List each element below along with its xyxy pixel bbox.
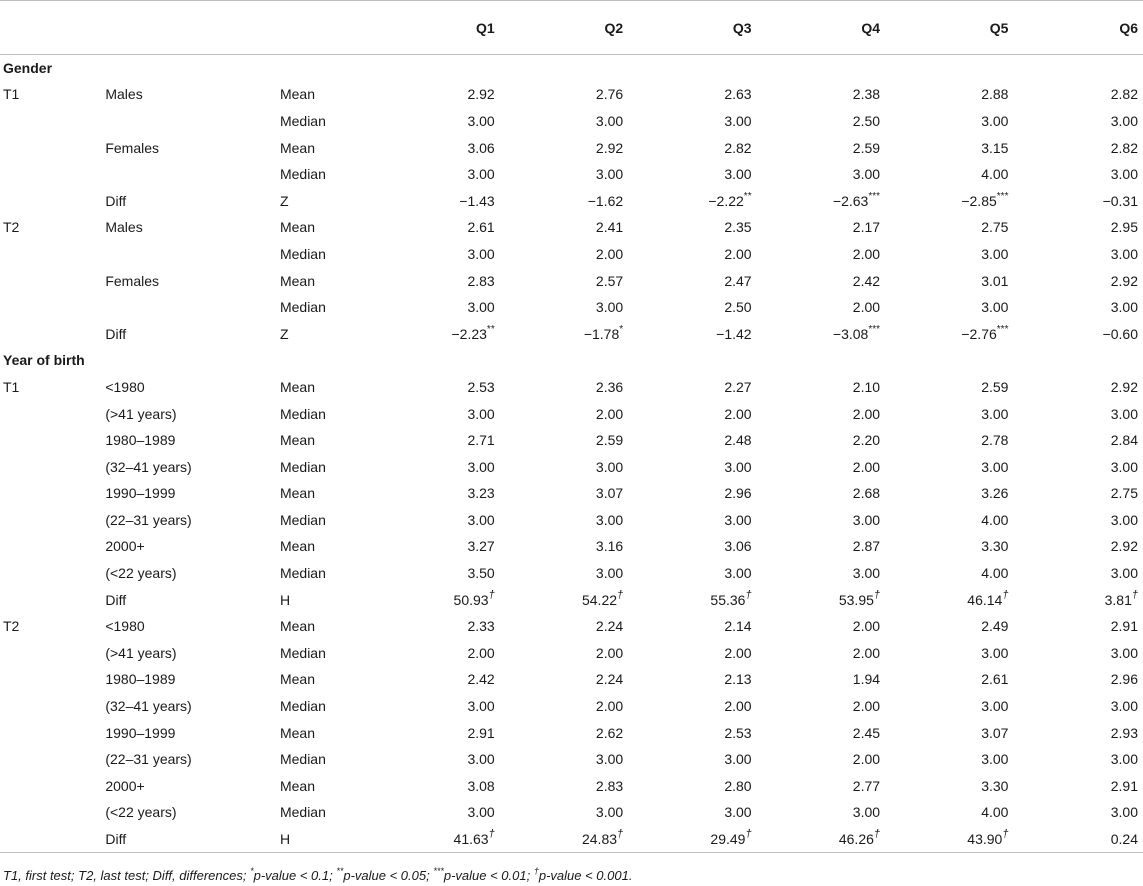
test-cell — [0, 586, 102, 613]
test-cell — [0, 719, 102, 746]
header-q3: Q3 — [628, 1, 756, 55]
table-row — [0, 374, 1143, 401]
value-cell-q5: 3.00 — [981, 458, 1009, 475]
value-cell-q3: 3.00 — [724, 458, 752, 475]
value-cell-q3: 2.00 — [724, 245, 752, 262]
table-row — [0, 746, 1143, 773]
value-cell-q4: −3.08*** — [832, 324, 881, 342]
header-q1: Q1 — [371, 1, 499, 55]
test-cell: T2 — [3, 219, 20, 236]
test-cell — [0, 427, 102, 454]
value-cell-q5: −2.76*** — [961, 324, 1009, 342]
table-row — [0, 81, 1143, 108]
value-cell-q2: 2.76 — [595, 86, 624, 103]
value-cell-q5: 3.15 — [981, 139, 1009, 156]
value-cell-q5: −2.85*** — [961, 191, 1009, 209]
statistic-cell: Mean — [279, 538, 315, 555]
section-label: Gender — [3, 60, 53, 77]
value-cell-q4: 46.26† — [757, 826, 885, 853]
value-cell-q5: 3.26 — [981, 485, 1009, 502]
value-cell-q1: 3.00 — [467, 751, 495, 768]
header-cell — [102, 1, 277, 55]
value-cell-q4: 2.77 — [852, 777, 881, 794]
statistic-cell: H — [279, 591, 291, 608]
statistic-cell: Median — [279, 112, 326, 129]
value-cell-q3: 3.00 — [724, 511, 752, 528]
value-cell-q6: 3.00 — [1110, 112, 1138, 129]
value-cell-q4: 3.00 — [852, 804, 881, 821]
group-cell: Females — [105, 139, 160, 156]
statistic-cell: Median — [279, 458, 326, 475]
value-cell-q3: 2.14 — [724, 618, 752, 635]
statistic-cell: Median — [279, 751, 326, 768]
statistic-cell: Mean — [279, 671, 315, 688]
statistic-cell: Median — [279, 804, 326, 821]
table-row — [0, 826, 1143, 853]
value-cell-q5: 3.00 — [981, 299, 1009, 316]
group-cell: <1980 — [105, 378, 145, 395]
value-cell-q3: 2.96 — [724, 485, 752, 502]
test-cell — [0, 480, 102, 507]
value-cell-q4: 3.00 — [852, 166, 881, 183]
statistic-cell: Median — [279, 565, 326, 582]
value-cell-q5: 3.01 — [981, 272, 1009, 289]
value-cell-q4: 2.17 — [852, 219, 881, 236]
value-cell-q1: 2.53 — [467, 378, 495, 395]
value-cell-q3: 2.00 — [724, 698, 752, 715]
test-cell — [0, 640, 102, 667]
value-cell-q4: 2.00 — [852, 458, 881, 475]
header-cell — [0, 1, 102, 55]
test-cell — [0, 320, 102, 347]
statistic-cell: Mean — [279, 432, 315, 449]
value-cell-q6: 3.00 — [1110, 458, 1138, 475]
value-cell-q3: 3.00 — [724, 565, 752, 582]
test-cell — [0, 241, 102, 268]
table-body — [0, 55, 1143, 853]
value-cell-q2: 3.00 — [595, 565, 624, 582]
value-cell-q1: 3.00 — [467, 112, 495, 129]
value-cell-q1: 2.61 — [467, 219, 495, 236]
value-cell-q5: 46.14† — [967, 589, 1009, 608]
value-cell-q1: 3.06 — [467, 139, 495, 156]
statistic-cell: Median — [279, 644, 326, 661]
value-cell-q6: 3.00 — [1110, 698, 1138, 715]
table-row — [0, 693, 1143, 720]
value-cell-q5: 2.78 — [981, 432, 1009, 449]
value-cell-q2: 2.00 — [595, 644, 624, 661]
table-row — [0, 453, 1143, 480]
value-cell-q2: 2.59 — [595, 432, 624, 449]
header-cell — [277, 1, 371, 55]
value-cell-q3: 2.50 — [724, 299, 752, 316]
group-cell: 1990–1999 — [105, 485, 176, 502]
test-cell — [0, 666, 102, 693]
section-row — [0, 347, 1143, 374]
value-cell-q3: 2.47 — [724, 272, 752, 289]
value-cell-q1: 2.33 — [467, 618, 495, 635]
table-row — [0, 560, 1143, 587]
table-row — [0, 773, 1143, 800]
value-cell-q6: 3.00 — [1110, 644, 1138, 661]
value-cell-q6: 2.84 — [1110, 432, 1138, 449]
section-row — [0, 55, 1143, 82]
value-cell-q2: −1.62 — [587, 192, 624, 209]
value-cell-q6: 3.81† — [1104, 589, 1138, 608]
group-cell: 1980–1989 — [105, 432, 176, 449]
value-cell-q1: 3.00 — [467, 405, 495, 422]
value-cell-q4: 2.50 — [852, 112, 881, 129]
value-cell-q5: 2.49 — [981, 618, 1009, 635]
value-cell-q6: 2.92 — [1110, 378, 1138, 395]
value-cell-q4: 2.20 — [852, 432, 881, 449]
value-cell-q6: −0.31 — [1102, 192, 1138, 209]
table-row — [0, 640, 1143, 667]
value-cell-q4: 2.00 — [852, 405, 881, 422]
table-row — [0, 187, 1143, 214]
value-cell-q1: 3.50 — [467, 565, 495, 582]
group-cell: Diff — [105, 591, 127, 608]
group-cell: 2000+ — [105, 777, 145, 794]
value-cell-q4: −2.63*** — [832, 191, 881, 209]
value-cell-q2: −1.78* — [583, 324, 624, 342]
value-cell-q1: 41.63† — [371, 826, 499, 853]
value-cell-q5: 3.30 — [981, 777, 1009, 794]
value-cell-q2: 3.07 — [595, 485, 624, 502]
value-cell-q4: 3.00 — [852, 565, 881, 582]
test-cell — [0, 108, 102, 135]
test-cell — [0, 267, 102, 294]
value-cell-q1: 2.42 — [467, 671, 495, 688]
value-cell-q5: 3.00 — [981, 698, 1009, 715]
value-cell-q1: 3.00 — [467, 804, 495, 821]
table-row — [0, 108, 1143, 135]
statistic-cell: Median — [279, 698, 326, 715]
value-cell-q1: 2.00 — [467, 644, 495, 661]
value-cell-q3: 2.00 — [724, 405, 752, 422]
value-cell-q4: 2.45 — [852, 724, 881, 741]
value-cell-q3: 2.53 — [724, 724, 752, 741]
value-cell-q6: 2.82 — [1110, 86, 1138, 103]
group-cell: (<22 years) — [105, 804, 177, 821]
test-cell — [0, 400, 102, 427]
test-cell: T1 — [3, 378, 20, 395]
value-cell-q2: 2.24 — [595, 671, 624, 688]
value-cell-q3: 3.00 — [724, 166, 752, 183]
value-cell-q3: 2.13 — [724, 671, 752, 688]
value-cell-q6: 2.82 — [1110, 139, 1138, 156]
value-cell-q5: 2.75 — [981, 219, 1009, 236]
group-cell: <1980 — [105, 618, 145, 635]
value-cell-q5: 3.00 — [981, 751, 1009, 768]
group-cell: (32–41 years) — [105, 458, 192, 475]
value-cell-q2: 3.00 — [595, 112, 624, 129]
value-cell-q1: −2.23** — [451, 324, 495, 342]
value-cell-q1: 2.83 — [467, 272, 495, 289]
table-row — [0, 241, 1143, 268]
value-cell-q2: 2.00 — [595, 245, 624, 262]
table-row — [0, 507, 1143, 534]
statistic-cell: Median — [279, 405, 326, 422]
value-cell-q1: 2.71 — [467, 432, 495, 449]
header-q4: Q4 — [757, 1, 885, 55]
table-row — [0, 480, 1143, 507]
statistic-cell: Mean — [279, 485, 315, 502]
group-cell: Diff — [102, 826, 277, 853]
table-row — [0, 427, 1143, 454]
value-cell-q6: 2.91 — [1110, 618, 1138, 635]
value-cell-q6: 2.95 — [1110, 219, 1138, 236]
value-cell-q1: 3.00 — [467, 245, 495, 262]
value-cell-q3: 2.35 — [724, 219, 752, 236]
test-cell — [0, 693, 102, 720]
section-label: Year of birth — [3, 352, 85, 369]
value-cell-q1: 3.08 — [467, 777, 495, 794]
test-cell — [0, 746, 102, 773]
value-cell-q3: 2.63 — [724, 86, 752, 103]
group-cell: 2000+ — [105, 538, 145, 555]
group-cell — [102, 108, 277, 135]
value-cell-q3: 2.27 — [724, 378, 752, 395]
table-row — [0, 666, 1143, 693]
test-cell — [0, 161, 102, 188]
group-cell: Diff — [105, 325, 127, 342]
value-cell-q5: 3.00 — [981, 245, 1009, 262]
value-cell-q1: 2.91 — [467, 724, 495, 741]
value-cell-q2: 2.41 — [595, 219, 624, 236]
value-cell-q4: 2.59 — [852, 139, 881, 156]
value-cell-q2: 2.83 — [595, 777, 624, 794]
value-cell-q2: 2.00 — [595, 698, 624, 715]
statistic-cell: Z — [279, 192, 289, 209]
value-cell-q4: 2.00 — [852, 245, 881, 262]
value-cell-q2: 2.92 — [595, 139, 624, 156]
value-cell-q6: 2.92 — [1110, 272, 1138, 289]
table-row — [0, 586, 1143, 613]
group-cell — [102, 241, 277, 268]
group-cell: (>41 years) — [105, 405, 177, 422]
value-cell-q3: 2.80 — [724, 777, 752, 794]
statistic-cell: Mean — [279, 777, 315, 794]
statistic-cell: Median — [279, 299, 326, 316]
value-cell-q6: 3.00 — [1110, 511, 1138, 528]
table-row — [0, 267, 1143, 294]
value-cell-q4: 3.00 — [852, 511, 881, 528]
value-cell-q5: 3.07 — [981, 724, 1009, 741]
statistic-cell: Median — [279, 166, 326, 183]
value-cell-q2: 54.22† — [581, 589, 624, 608]
value-cell-q6: 0.24 — [1013, 826, 1143, 853]
value-cell-q6: −0.60 — [1102, 325, 1138, 342]
value-cell-q4: 2.00 — [852, 299, 881, 316]
value-cell-q1: 3.00 — [467, 166, 495, 183]
value-cell-q2: 3.16 — [595, 538, 624, 555]
value-cell-q1: 50.93† — [453, 589, 495, 608]
value-cell-q5: 4.00 — [981, 511, 1009, 528]
group-cell: (<22 years) — [105, 565, 177, 582]
value-cell-q2: 3.00 — [595, 458, 624, 475]
statistic-cell: Median — [279, 245, 326, 262]
value-cell-q4: 1.94 — [852, 671, 881, 688]
value-cell-q3: 55.36† — [710, 589, 752, 608]
value-cell-q3: 3.00 — [724, 751, 752, 768]
value-cell-q1: 3.27 — [467, 538, 495, 555]
group-cell: Males — [105, 86, 143, 103]
header-q6: Q6 — [1013, 1, 1143, 55]
value-cell-q1: 2.92 — [467, 86, 495, 103]
value-cell-q1: 3.00 — [467, 458, 495, 475]
statistic-cell: Mean — [279, 618, 315, 635]
test-cell — [0, 453, 102, 480]
value-cell-q5: 3.30 — [981, 538, 1009, 555]
table-row — [0, 533, 1143, 560]
test-cell — [0, 773, 102, 800]
group-cell — [102, 161, 277, 188]
value-cell-q3: 3.06 — [724, 538, 752, 555]
table-row — [0, 320, 1143, 347]
statistic-cell: Mean — [279, 378, 315, 395]
value-cell-q5: 2.59 — [981, 378, 1009, 395]
group-cell: (>41 years) — [105, 644, 177, 661]
statistic-cell: Mean — [279, 272, 315, 289]
value-cell-q6: 2.75 — [1110, 485, 1138, 502]
statistic-cell: Mean — [279, 139, 315, 156]
value-cell-q3: −1.42 — [716, 325, 752, 342]
value-cell-q2: 3.00 — [595, 804, 624, 821]
header-row — [0, 1, 1143, 55]
value-cell-q5: 4.00 — [981, 804, 1009, 821]
value-cell-q6: 3.00 — [1110, 565, 1138, 582]
table-row — [0, 400, 1143, 427]
table-row — [0, 719, 1143, 746]
value-cell-q4: 53.95† — [838, 589, 881, 608]
value-cell-q1: 3.00 — [467, 698, 495, 715]
group-cell: (22–31 years) — [105, 511, 192, 528]
table-row — [0, 214, 1143, 241]
group-cell: 1990–1999 — [105, 724, 176, 741]
value-cell-q4: 2.00 — [852, 644, 881, 661]
value-cell-q5: 3.00 — [981, 644, 1009, 661]
value-cell-q6: 2.91 — [1110, 777, 1138, 794]
test-cell — [0, 560, 102, 587]
table-row — [0, 613, 1143, 640]
value-cell-q1: −1.43 — [459, 192, 495, 209]
value-cell-q3: 3.00 — [724, 112, 752, 129]
table-row — [0, 799, 1143, 826]
statistic-cell: Mean — [279, 219, 315, 236]
value-cell-q4: 2.87 — [852, 538, 881, 555]
value-cell-q3: 2.48 — [724, 432, 752, 449]
value-cell-q2: 3.00 — [595, 299, 624, 316]
test-cell: T2 — [3, 618, 20, 635]
header-q2: Q2 — [500, 1, 628, 55]
value-cell-q4: 2.00 — [852, 618, 881, 635]
group-cell — [102, 294, 277, 321]
value-cell-q4: 2.42 — [852, 272, 881, 289]
value-cell-q5: 2.61 — [981, 671, 1009, 688]
value-cell-q5: 4.00 — [981, 565, 1009, 582]
header-q5: Q5 — [885, 1, 1013, 55]
test-cell — [0, 507, 102, 534]
value-cell-q1: 3.00 — [467, 299, 495, 316]
group-cell: (32–41 years) — [105, 698, 192, 715]
test-cell — [0, 187, 102, 214]
statistic-cell: Z — [279, 325, 289, 342]
value-cell-q6: 3.00 — [1110, 804, 1138, 821]
value-cell-q2: 2.36 — [595, 378, 624, 395]
value-cell-q3: 2.82 — [724, 139, 752, 156]
test-cell: T1 — [3, 86, 20, 103]
group-cell: Males — [105, 219, 143, 236]
table-row — [0, 161, 1143, 188]
value-cell-q2: 2.62 — [595, 724, 624, 741]
value-cell-q6: 3.00 — [1110, 245, 1138, 262]
value-cell-q6: 2.92 — [1110, 538, 1138, 555]
value-cell-q5: 2.88 — [981, 86, 1009, 103]
statistic-cell: Mean — [279, 724, 315, 741]
table-footnote: T1, first test; T2, last test; Diff, differences; *p-value < 0.1; **p-value < 0.05; ***p-value < 0.01; †p-value < 0.001. — [3, 865, 633, 883]
value-cell-q4: 2.68 — [852, 485, 881, 502]
value-cell-q2: 3.00 — [595, 166, 624, 183]
value-cell-q5: 3.00 — [981, 112, 1009, 129]
value-cell-q6: 3.00 — [1110, 299, 1138, 316]
value-cell-q6: 3.00 — [1110, 166, 1138, 183]
value-cell-q6: 2.96 — [1110, 671, 1138, 688]
value-cell-q4: 2.38 — [852, 86, 881, 103]
group-cell: Diff — [105, 192, 127, 209]
value-cell-q4: 2.10 — [852, 378, 881, 395]
group-cell: Females — [105, 272, 160, 289]
value-cell-q1: 3.00 — [467, 511, 495, 528]
value-cell-q6: 3.00 — [1110, 751, 1138, 768]
value-cell-q3: 3.00 — [724, 804, 752, 821]
value-cell-q4: 2.00 — [852, 698, 881, 715]
table-row — [0, 294, 1143, 321]
test-cell — [0, 826, 102, 853]
value-cell-q2: 3.00 — [595, 751, 624, 768]
value-cell-q4: 2.00 — [852, 751, 881, 768]
statistic-cell: H — [277, 826, 371, 853]
value-cell-q5: 43.90† — [885, 826, 1013, 853]
group-cell: (22–31 years) — [105, 751, 192, 768]
value-cell-q2: 24.83† — [500, 826, 628, 853]
group-cell: 1980–1989 — [105, 671, 176, 688]
value-cell-q1: 3.23 — [467, 485, 495, 502]
value-cell-q3: 29.49† — [628, 826, 756, 853]
value-cell-q6: 3.00 — [1110, 405, 1138, 422]
test-cell — [0, 799, 102, 826]
value-cell-q6: 2.93 — [1110, 724, 1138, 741]
value-cell-q2: 2.57 — [595, 272, 624, 289]
statistic-cell: Mean — [279, 86, 315, 103]
value-cell-q2: 2.00 — [595, 405, 624, 422]
value-cell-q5: 3.00 — [981, 405, 1009, 422]
test-cell — [0, 533, 102, 560]
value-cell-q5: 4.00 — [981, 166, 1009, 183]
value-cell-q3: 2.00 — [724, 644, 752, 661]
test-cell — [0, 294, 102, 321]
table-row — [0, 134, 1143, 161]
statistic-cell: Median — [279, 511, 326, 528]
value-cell-q3: −2.22** — [708, 191, 752, 209]
value-cell-q2: 3.00 — [595, 511, 624, 528]
value-cell-q2: 2.24 — [595, 618, 624, 635]
test-cell — [0, 134, 102, 161]
